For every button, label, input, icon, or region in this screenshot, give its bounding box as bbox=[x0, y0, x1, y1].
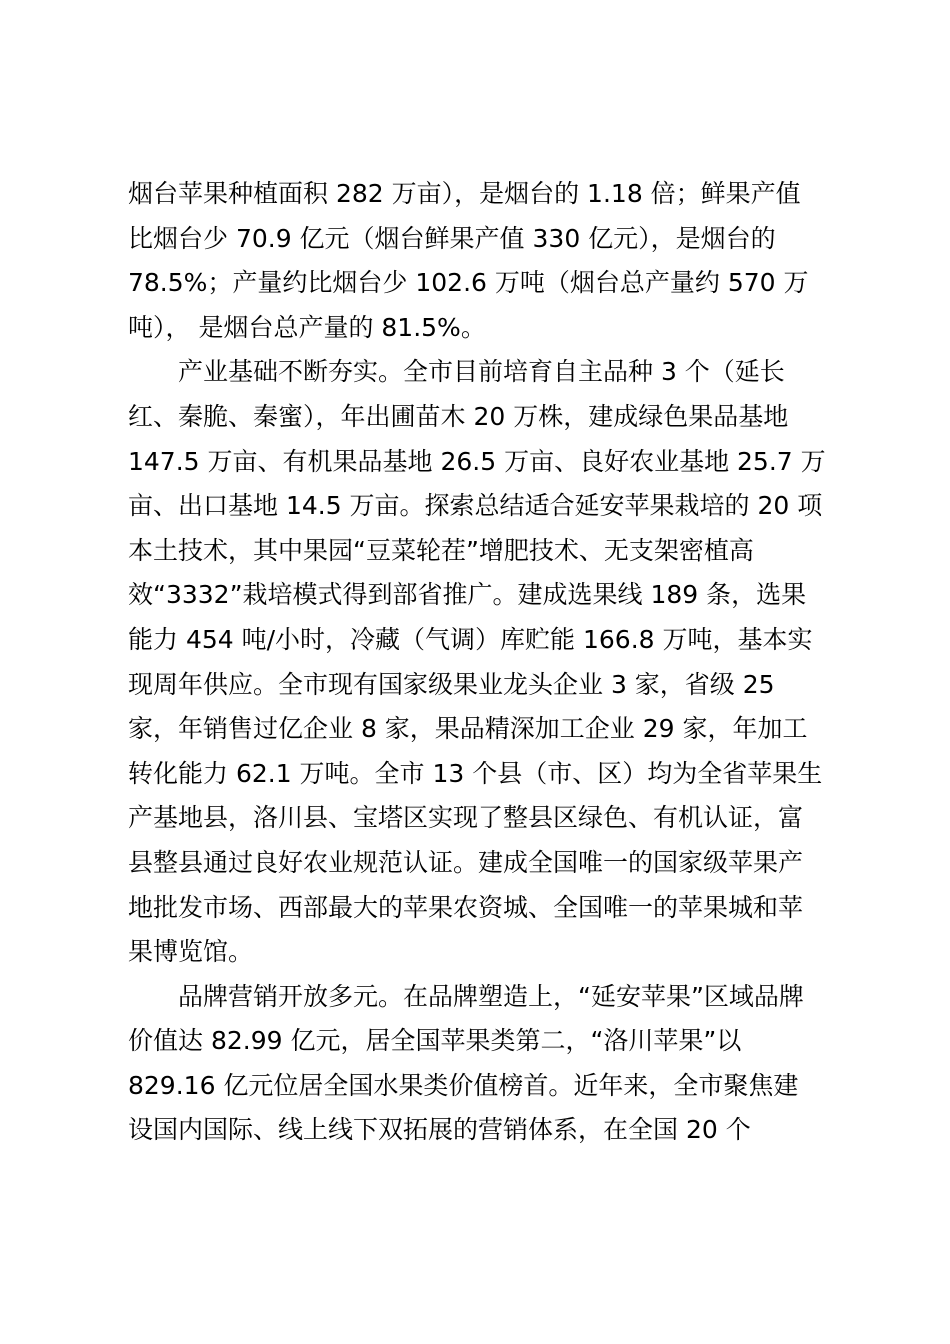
text-line: 产基地县，洛川县、宝塔区实现了整县区绿色、有机认证，富 bbox=[128, 803, 804, 833]
text-line: 吨）， 是烟台总产量的 81.5%。 bbox=[128, 312, 486, 342]
text-line: 147.5 万亩、有机果品基地 26.5 万亩、良好农业基地 25.7 万 bbox=[128, 446, 826, 476]
text-line: 果博览馆。 bbox=[128, 937, 254, 967]
text-line: 地批发市场、西部最大的苹果农资城、全国唯一的苹果城和苹 bbox=[128, 892, 804, 922]
text-line: 设国内国际、线上线下双拓展的营销体系，在全国 20 个 bbox=[128, 1115, 751, 1145]
text-line: 829.16 亿元位居全国水果类价值榜首。近年来，全市聚焦建 bbox=[128, 1070, 799, 1100]
text-line: 家，年销售过亿企业 8 家，果品精深加工企业 29 家，年加工 bbox=[128, 714, 808, 744]
text-line: 78.5%；产量约比烟台少 102.6 万吨（烟台总产量约 570 万 bbox=[128, 268, 809, 298]
body-text bbox=[128, 172, 828, 1153]
text-line: 县整县通过良好农业规范认证。建成全国唯一的国家级苹果产 bbox=[128, 847, 804, 877]
text-line: 红、秦脆、秦蜜），年出圃苗木 20 万株，建成绿色果品基地 bbox=[128, 401, 789, 431]
text-line: 产业基础不断夯实。全市目前培育自主品种 3 个（延长 bbox=[178, 357, 785, 387]
text-line: 效“3332”栽培模式得到部省推广。建成选果线 189 条，选果 bbox=[128, 580, 807, 610]
text-line: 能力 454 吨/小时，冷藏（气调）库贮能 166.8 万吨，基本实 bbox=[128, 624, 813, 654]
text-line: 品牌营销开放多元。在品牌塑造上，“延安苹果”区域品牌 bbox=[178, 981, 804, 1011]
text-line: 比烟台少 70.9 亿元（烟台鲜果产值 330 亿元），是烟台的 bbox=[128, 223, 776, 253]
text-line: 现周年供应。全市现有国家级果业龙头企业 3 家，省级 25 bbox=[128, 669, 775, 699]
paragraph bbox=[128, 350, 828, 974]
text-line: 亩、出口基地 14.5 万亩。探索总结适合延安苹果栽培的 20 项 bbox=[128, 491, 823, 521]
paragraph bbox=[128, 975, 828, 1153]
text-line: 价值达 82.99 亿元，居全国苹果类第二，“洛川苹果”以 bbox=[128, 1026, 742, 1056]
paragraph bbox=[128, 172, 828, 350]
text-line: 本土技术，其中果园“豆菜轮茬”增肥技术、无支架密植高 bbox=[128, 535, 754, 565]
text-line: 烟台苹果种植面积 282 万亩），是烟台的 1.18 倍；鲜果产值 bbox=[128, 179, 801, 208]
text-line: 转化能力 62.1 万吨。全市 13 个县（市、区）均为全省苹果生 bbox=[128, 758, 823, 788]
